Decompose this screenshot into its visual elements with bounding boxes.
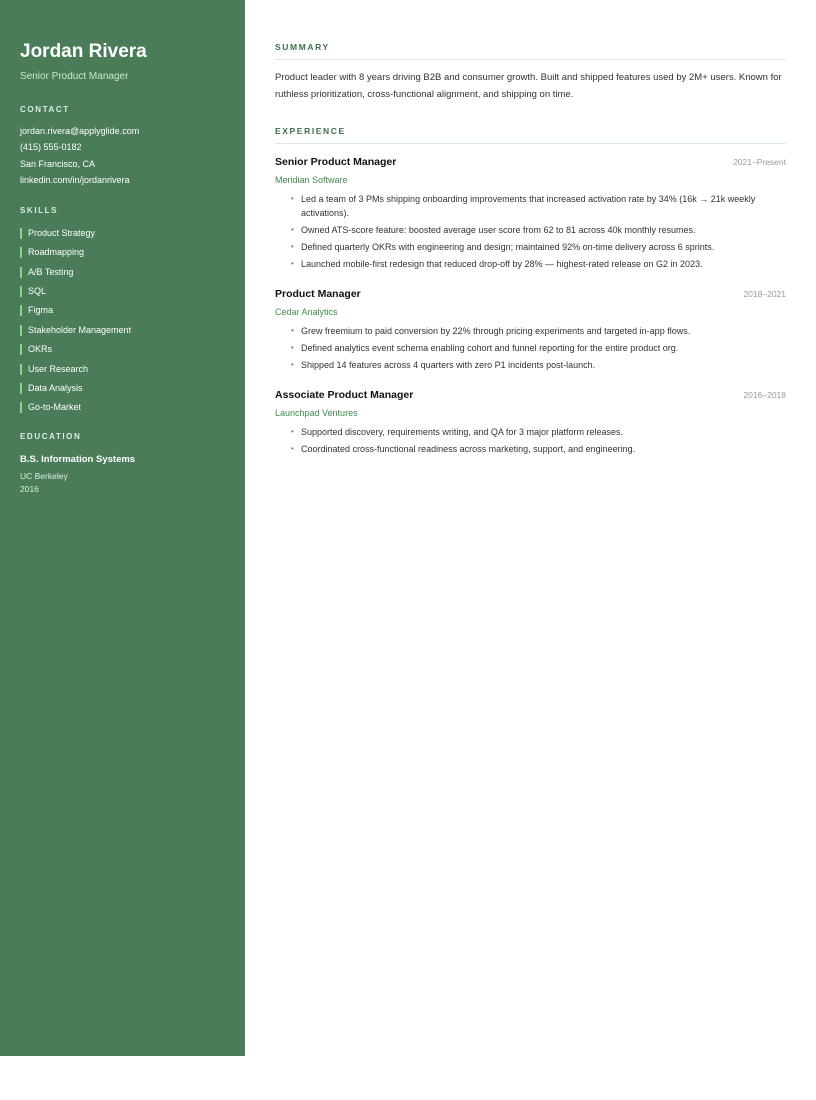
- job-header: [275, 288, 786, 300]
- job-bullet: • Shipped 14 features across 4 quarters with zero P1 incidents post-launch.: [291, 358, 786, 372]
- job-entry: [275, 389, 786, 456]
- skill-item: Data Analysis: [20, 383, 225, 394]
- skill-item: Stakeholder Management: [20, 325, 225, 336]
- job-bullet: • Grew freemium to paid conversion by 22% through pricing experiments and targeted in-app flows.: [291, 324, 786, 338]
- job-bullets: [275, 192, 786, 271]
- job-dates: 2021–Present: [733, 157, 786, 167]
- job-title: Product Manager: [275, 288, 361, 300]
- contact-location: San Francisco, CA: [20, 158, 96, 169]
- job-dates: 2018–2021: [743, 289, 786, 299]
- candidate-name: Jordan Rivera: [20, 41, 147, 62]
- job-bullet: • Defined analytics event schema enabling cohort and funnel reporting for the entire product org.: [291, 341, 786, 355]
- job-bullet: • Owned ATS-score feature: boosted average user score from 62 to 81 across 40k monthly resumes.: [291, 223, 786, 237]
- skills-list: [20, 228, 225, 414]
- education-year: 2016: [20, 484, 39, 495]
- job-bullet: • Supported discovery, requirements writing, and QA for 3 major platform releases.: [291, 425, 786, 439]
- job-dates: 2016–2018: [743, 390, 786, 400]
- job-header: [275, 156, 786, 168]
- skill-item: Product Strategy: [20, 228, 225, 239]
- skill-item: Figma: [20, 305, 225, 316]
- job-title: Senior Product Manager: [275, 156, 397, 168]
- summary-text: Product leader with 8 years driving B2B and consumer growth. Built and shipped features used by 2M+ users. Known for ruthless prioritization, cross-functional alignment, and shipping on time.: [275, 72, 782, 100]
- job-bullet: • Led a team of 3 PMs shipping onboarding improvements that increased activation rate by 34% (16k → 21k weekly activations).: [291, 192, 786, 220]
- education-heading: EDUCATION: [20, 432, 82, 442]
- contact-linkedin: linkedin.com/in/jordanrivera: [20, 174, 130, 185]
- skills-heading: SKILLS: [20, 205, 59, 215]
- job-entry: [275, 288, 786, 372]
- job-entry: [275, 156, 786, 271]
- skill-item: Roadmapping: [20, 247, 225, 258]
- job-bullet: • Launched mobile-first redesign that reduced drop-off by 28% — highest-rated release on G2 in 2023.: [291, 257, 786, 271]
- job-bullets: [275, 425, 786, 456]
- job-header: [275, 389, 786, 401]
- main-content: [275, 42, 786, 459]
- education-school: UC Berkeley: [20, 471, 68, 482]
- job-bullet: • Coordinated cross-functional readiness across marketing, support, and engineering.: [291, 442, 786, 456]
- job-bullet: • Defined quarterly OKRs with engineering and design; maintained 92% on-time delivery across 6 sprints.: [291, 240, 786, 254]
- education-degree: B.S. Information Systems: [20, 454, 136, 466]
- job-title: Associate Product Manager: [275, 389, 414, 401]
- skill-item: SQL: [20, 286, 225, 297]
- skill-item: A/B Testing: [20, 267, 225, 278]
- contact-email: jordan.rivera@applyglide.com: [20, 126, 140, 136]
- experience-heading: EXPERIENCE: [275, 126, 786, 144]
- summary-heading: SUMMARY: [275, 42, 786, 60]
- contact-list: [20, 126, 225, 186]
- job-company: Cedar Analytics: [275, 307, 338, 317]
- job-bullets: [275, 324, 786, 372]
- sidebar: [0, 0, 245, 1056]
- contact-heading: CONTACT: [20, 105, 70, 114]
- contact-phone: (415) 555-0182: [20, 142, 82, 153]
- job-company: Launchpad Ventures: [275, 408, 358, 418]
- skill-item: Go-to-Market: [20, 402, 225, 413]
- job-company: Meridian Software: [275, 175, 348, 185]
- candidate-title: Senior Product Manager: [20, 71, 129, 82]
- skill-item: User Research: [20, 364, 225, 375]
- skill-item: OKRs: [20, 344, 225, 355]
